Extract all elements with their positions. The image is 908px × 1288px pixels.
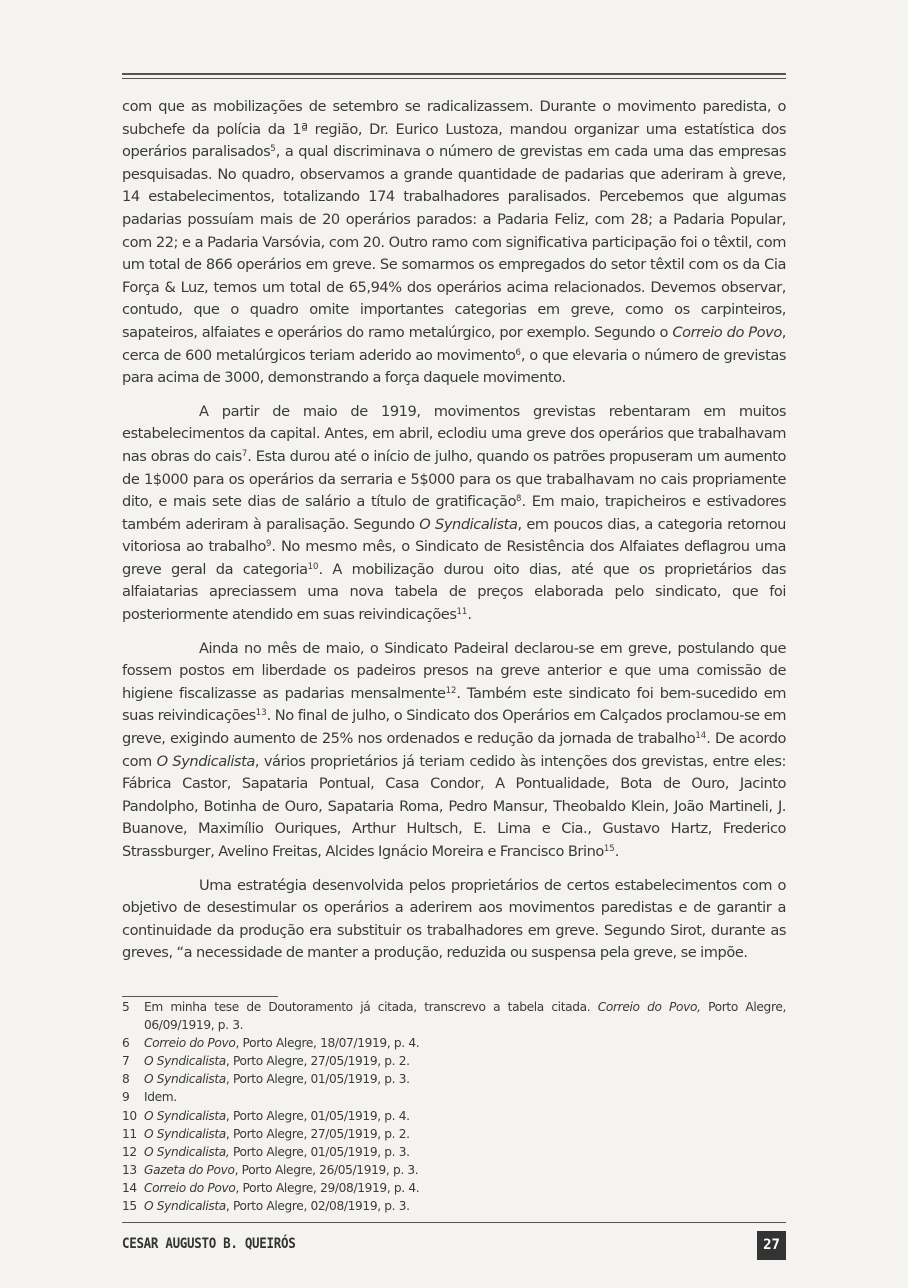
text-run: , a qual discriminava o número de grevistas em cada uma das empresas pesquisadas. No quadro, observamos a grande quantidade de padarias que aderiram à greve, 14 estabelecimentos, totalizando 174 trabalhadores paralisados. Percebemos que algumas padarias possuíam mais de 20 operários parados: a Padaria Feliz, com 28; a Padaria Popular, com 22; e a Padaria Varsóvia, com 20. Outro ramo com significativa participação foi o têxtil, com um total de 866 operários em greve. Se somarmos os empregados do setor têxtil com os da Cia Força & Luz, temos um total de 65,94% dos operários acima relacionados. Devemos observar, contudo, que o quadro omite importantes categorias em greve, como os carpinteiros, sapateiros, alfaiates e operários do ramo metalúrgico, por exemplo. Segundo o (122, 143, 786, 341)
text-run: A partir de maio de 1919, movimentos grevistas rebentaram em muitos estabelecimentos da capital. Antes, em abril, eclodiu uma greve dos operários que trabalhavam nas obras do cais (122, 402, 786, 465)
footnote-ref: 12 (445, 685, 457, 696)
text-run: , Porto Alegre, 01/05/1919, p. 4. (225, 1108, 410, 1123)
footnote-text (144, 999, 786, 1034)
text-run: , vários proprietários já teriam cedido às intenções dos grevistas, entre eles: Fábrica Castor, Sapataria Pontual, Casa Condor, A Pontualidade, Bota de Ouro, Jacinto Pandolpho, Botinha de Ouro, Sapataria Roma, Pedro Mansur, Theobaldo Klein, João Martineli, J. Buanove, Maximílio Ouriques, Arthur Hultsch, E. Lima e Cia., Gustavo Hartz, Frederico Strassburger, Avelino Freitas, Alcides Ignácio Moreira e Francisco Brino (122, 752, 786, 860)
footnote-item (122, 1108, 786, 1126)
text-run: Idem. (144, 1090, 177, 1105)
footnote-text (144, 1035, 786, 1053)
footnote-ref: 8 (516, 494, 522, 505)
italic-title: Correio do Povo, (597, 1000, 701, 1014)
footnote-ref: 9 (265, 539, 272, 550)
footnote-text (144, 1126, 786, 1144)
footnote-ref: 6 (515, 347, 521, 358)
footnote-number: 13 (122, 1163, 137, 1178)
text-run: Porto Alegre, 06/09/1919, p. 3. (144, 1000, 787, 1032)
footnote-number: 8 (122, 1072, 130, 1087)
italic-title: Correio do Povo (672, 323, 782, 341)
footnote-ref: 11 (456, 607, 468, 618)
paragraph-2 (122, 401, 786, 627)
italic-title: O Syndicalista (144, 1199, 226, 1214)
text-run: . De acordo com (122, 730, 787, 770)
footnote-number: 7 (122, 1053, 130, 1068)
italic-title: Correio do Povo (144, 1035, 236, 1050)
footnote-text (144, 1071, 786, 1089)
text-run: . No final de julho, o Sindicato dos Operários em Calçados proclamou-se em greve, exigindo aumento de 25% nos ordenados e redução da jornada de trabalho (122, 707, 786, 748)
footnote-text (144, 1162, 786, 1180)
footnote-item (122, 1180, 786, 1198)
text-run: Ainda no mês de maio, o Sindicato Padeiral declarou-se em greve, postulando que fossem postos em liberdade os padeiros presos na greve anterior e que uma comissão de higiene fiscalizasse as padarias mensalmente (122, 639, 786, 702)
text-run: Uma estratégia desenvolvida pelos proprietários de certos estabelecimentos com o objetivo de desestimular os operários a aderirem aos movimentos paredistas e de garantir a continuidade da produção era substituir os trabalhadores em greve. Segundo Sirot, durante as greves, “a necessidade de manter a produção, reduzida ou suspensa pela greve, se impõe. (122, 876, 786, 962)
text-run: , o que elevaria o número de grevistas para acima de 3000, demonstrando a força daquele movimento. (122, 346, 786, 387)
text-run: Em minha tese de Doutoramento já citada, transcrevo a tabela citada. (144, 1000, 598, 1014)
text-run: . (467, 606, 472, 624)
footnote-item (122, 1126, 786, 1144)
paragraph-3 (122, 638, 786, 864)
footnote-item (122, 1035, 786, 1053)
footnote-ref: 14 (695, 731, 707, 742)
text-run: , Porto Alegre, 18/07/1919, p. 4. (235, 1035, 420, 1050)
footnote-number: 5 (122, 1000, 130, 1014)
italic-title: O Syndicalista (144, 1126, 226, 1141)
italic-title: Gazeta do Povo (144, 1163, 235, 1178)
footnote-number: 15 (122, 1199, 137, 1214)
text-run: , Porto Alegre, 01/05/1919, p. 3. (225, 1072, 410, 1087)
page-number: 27 (757, 1231, 786, 1260)
text-run: . Também este sindicato foi bem-sucedido em suas reivindicações (122, 684, 787, 725)
footnote-text (144, 1089, 786, 1107)
text-run: . No mesmo mês, o Sindicato de Resistência dos Alfaiates deflagrou uma greve geral da categoria (122, 538, 786, 578)
footnote-item (122, 1053, 786, 1071)
footnote-text (144, 1108, 786, 1126)
paragraph-1 (122, 96, 786, 390)
footnote-number: 9 (122, 1090, 130, 1105)
text-run: , Porto Alegre, 27/05/1919, p. 2. (225, 1126, 410, 1141)
footnote-ref: 15 (603, 844, 615, 854)
footnotes (122, 999, 786, 1217)
running-footer-author: CESAR AUGUSTO B. QUEIRÓS (122, 1234, 296, 1252)
footnote-item (122, 1071, 786, 1089)
footnote-text (144, 1180, 786, 1198)
footnote-text (144, 1144, 786, 1162)
body-text (122, 96, 786, 965)
text-run: . Esta durou até o início de julho, quando os patrões propuseram um aumento de 1$000 para os operários da serraria e 5$000 para os que trabalhavam no cais propriamente dito, e mais sete dias de salário a título de gratificação (122, 447, 787, 511)
text-run: Porto Alegre, 01/05/1919, p. 3. (229, 1144, 410, 1159)
footnote-item (122, 999, 786, 1034)
italic-title: O Syndicalista (156, 752, 255, 770)
footnote-ref: 5 (270, 144, 276, 155)
footnote-item (122, 1198, 786, 1216)
text-run: , Porto Alegre, 29/08/1919, p. 4. (235, 1181, 420, 1196)
italic-title: O Syndicalista (144, 1072, 226, 1087)
footnote-rule (122, 996, 278, 997)
footnote-ref: 10 (307, 561, 319, 572)
footnote-item (122, 1144, 786, 1162)
italic-title: O Syndicalista, (144, 1144, 230, 1159)
footer-rule (122, 1222, 786, 1223)
text-run: , Porto Alegre, 26/05/1919, p. 3. (234, 1163, 419, 1178)
footnote-text (144, 1053, 786, 1071)
footnote-number: 11 (122, 1126, 137, 1141)
footnote-number: 14 (122, 1181, 137, 1196)
text-run: . Em maio, trapicheiros e estivadores também aderiram à paralisação. Segundo (122, 493, 786, 533)
footnote-ref: 7 (241, 448, 248, 459)
footnote-text (144, 1198, 786, 1216)
text-run: , Porto Alegre, 27/05/1919, p. 2. (225, 1053, 410, 1068)
italic-title: Correio do Povo (144, 1181, 236, 1196)
footnote-number: 12 (122, 1144, 137, 1159)
italic-title: O Syndicalista (144, 1108, 226, 1123)
text-run: , Porto Alegre, 02/08/1919, p. 3. (225, 1199, 410, 1214)
footnote-number: 6 (122, 1035, 130, 1050)
footnote-item (122, 1162, 786, 1180)
italic-title: O Syndicalista (419, 515, 518, 533)
text-run: . A mobilização durou oito dias, até que os proprietários das alfaiatarias apreciassem uma nova tabela de preços elaborada pelo sindicato, que foi posteriormente atendido em suas reivindicações (122, 560, 786, 624)
footnote-number: 10 (122, 1108, 137, 1123)
text-run: com que as mobilizações de setembro se radicalizassem. Durante o movimento paredista, o subchefe da polícia da 1ª região, Dr. Eurico Lustoza, mandou organizar uma estatística dos operários paralisados (122, 98, 786, 161)
header-rule (122, 73, 786, 79)
italic-title: O Syndicalista (144, 1053, 226, 1068)
paragraph-4 (122, 875, 786, 965)
text-run: , em poucos dias, a categoria retornou vitoriosa ao trabalho (122, 515, 786, 556)
footnote-ref: 13 (255, 708, 267, 719)
text-run: , cerca de 600 metalúrgicos teriam aderido ao movimento (122, 323, 786, 364)
footnote-item (122, 1089, 786, 1107)
text-run: . (614, 843, 619, 860)
